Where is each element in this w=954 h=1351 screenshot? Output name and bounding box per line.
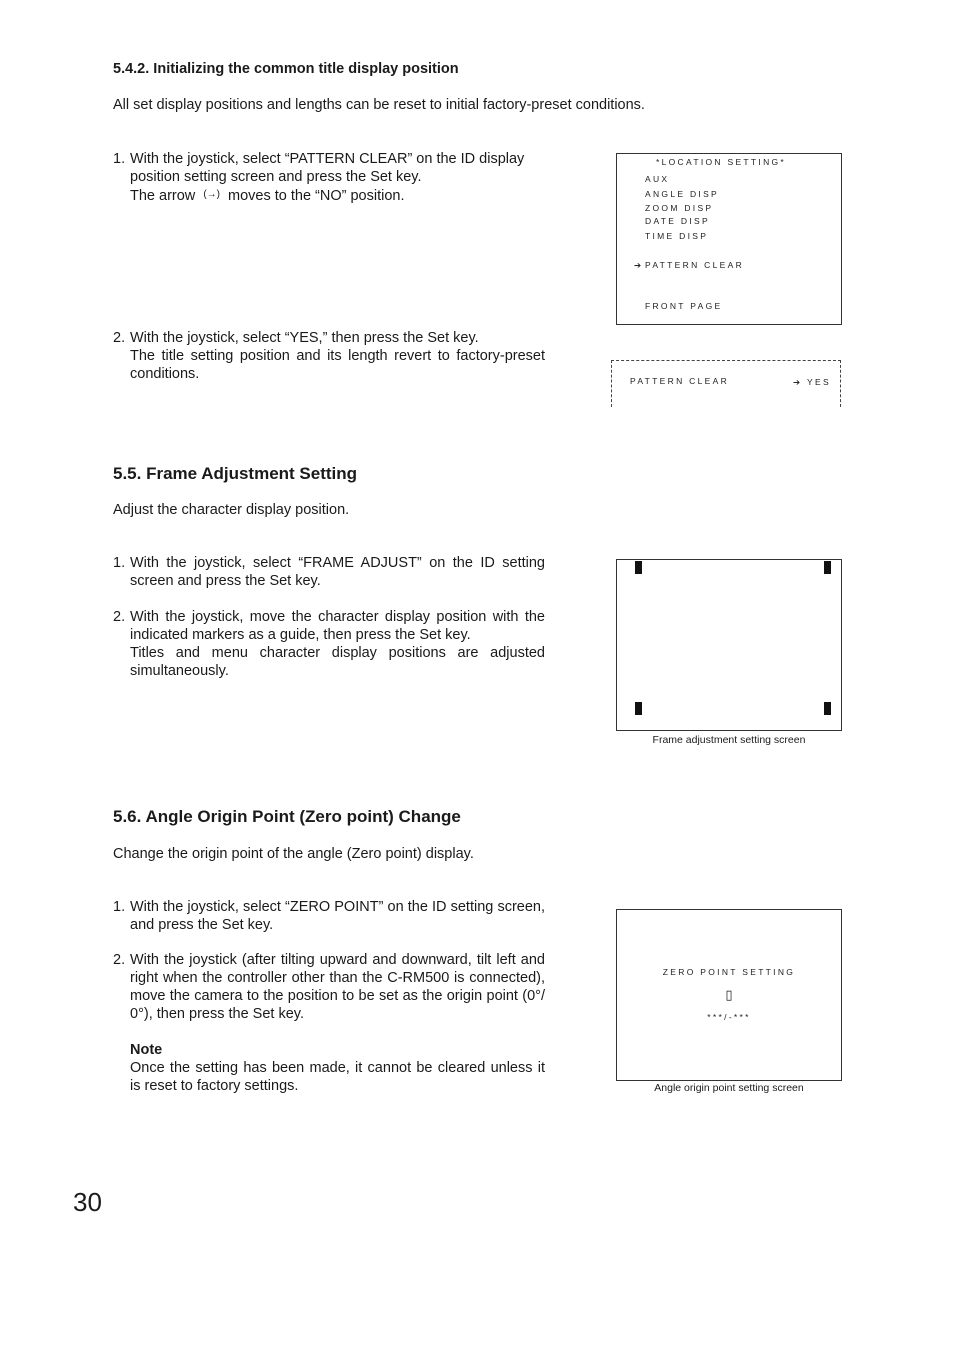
pattern-clear-value: YES [807, 377, 831, 387]
step-55-1 [113, 554, 545, 590]
step-text: With the joystick (after tilting upward and downward, tilt left and right when the controller other than the C-RM500 is connected), move the camera to the position to be set as the origin point (0°/ 0°), then press the Set key. [130, 952, 545, 1022]
cursor-block-icon: ▯ [725, 987, 733, 1002]
pattern-clear-label: PATTERN CLEAR [630, 376, 730, 386]
step-text-suffix: moves to the “NO” position. [228, 188, 405, 204]
pattern-clear-screen [611, 360, 841, 407]
menu-item-date-disp: DATE DISP [645, 216, 710, 226]
section-heading-55: 5.5. Frame Adjustment Setting [113, 464, 358, 483]
step-55-2 [113, 608, 545, 680]
page-number: 30 [73, 1187, 102, 1217]
step-number: 1. [113, 151, 126, 167]
note-text: Once the setting has been made, it cannot be cleared unless it is reset to factory settings. [130, 1060, 545, 1094]
step-text: With the joystick, move the character display position with the indicated markers as a guide, then press the Set key. [130, 609, 545, 643]
step-number: 2. [113, 952, 126, 968]
cursor-arrow-icon: ➔ [793, 377, 801, 387]
step-542-2 [113, 329, 545, 383]
step-56-2 [113, 951, 545, 1095]
zero-point-caption: Angle origin point setting screen [654, 1082, 804, 1094]
step-56-1 [113, 898, 545, 934]
menu-item-pattern-clear: PATTERN CLEAR [645, 260, 745, 270]
subsection-heading-542: 5.4.2. Initializing the common title display position [113, 61, 459, 77]
screen-title: *LOCATION SETTING* [656, 157, 787, 167]
location-setting-screen [616, 153, 842, 325]
intro-542: All set display positions and lengths can be reset to initial factory-preset conditions. [113, 97, 645, 113]
step-text: With the joystick, select “PATTERN CLEAR” on the ID display position setting screen and press the Set key. [130, 151, 525, 185]
step-number: 1. [113, 899, 126, 915]
step-text: With the joystick, select “FRAME ADJUST” on the ID setting screen and press the Set key. [130, 555, 545, 589]
arrow-icon: (→) [203, 189, 220, 200]
frame-adjustment-caption: Frame adjustment setting screen [652, 734, 806, 746]
step-text: Titles and menu character display positions are adjusted simultaneously. [130, 645, 545, 679]
menu-item-front-page: FRONT PAGE [645, 301, 723, 311]
zero-point-readout: ***/-*** [707, 1012, 751, 1022]
zero-point-title: ZERO POINT SETTING [662, 967, 796, 977]
corner-marker-top-left [635, 561, 642, 574]
step-text: The title setting position and its length revert to factory-preset conditions. [130, 348, 545, 382]
intro-56: Change the origin point of the angle (Zero point) display. [113, 846, 474, 862]
cursor-arrow-icon: ➔ [634, 260, 642, 270]
step-number: 2. [113, 330, 126, 346]
step-number: 1. [113, 555, 126, 571]
step-text: With the joystick, select “ZERO POINT” on the ID setting screen, and press the Set key. [130, 899, 545, 933]
menu-item-time-disp: TIME DISP [645, 231, 709, 241]
step-text: With the joystick, select “YES,” then press the Set key. [130, 330, 479, 346]
corner-marker-top-right [824, 561, 831, 574]
menu-item-aux: AUX [645, 174, 670, 184]
corner-marker-bottom-right [824, 702, 831, 715]
step-text-prefix: The arrow [130, 188, 196, 204]
menu-item-zoom-disp: ZOOM DISP [645, 203, 714, 213]
step-542-1 [113, 150, 545, 205]
step-number: 2. [113, 609, 126, 625]
corner-marker-bottom-left [635, 702, 642, 715]
intro-55: Adjust the character display position. [113, 502, 350, 518]
frame-adjustment-screen [616, 559, 842, 731]
note-title: Note [130, 1042, 163, 1058]
section-heading-56: 5.6. Angle Origin Point (Zero point) Change [113, 807, 461, 826]
zero-point-screen [616, 909, 842, 1081]
menu-item-angle-disp: ANGLE DISP [645, 189, 720, 199]
